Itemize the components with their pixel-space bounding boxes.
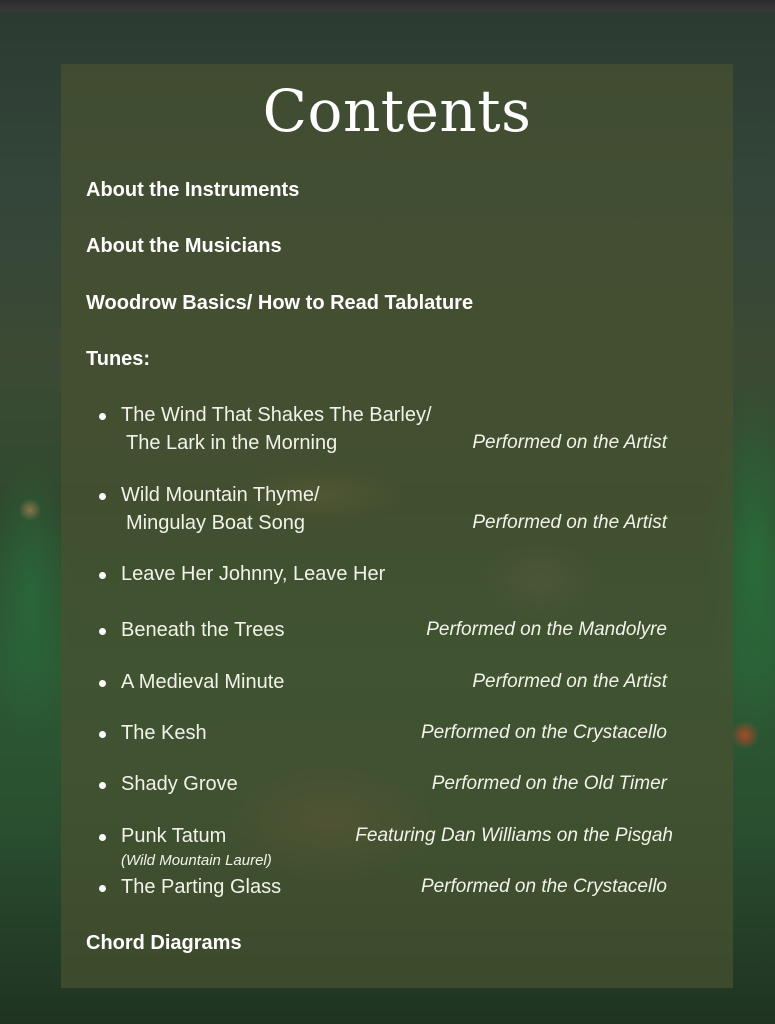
toc-woodrow-basics[interactable]: Woodrow Basics/ How to Read Tablature xyxy=(86,292,474,314)
tune-title[interactable]: The Parting Glass xyxy=(121,876,282,898)
tune-performer: Performed on the Mandolyre xyxy=(426,619,667,640)
bullet-icon xyxy=(99,413,106,420)
contents-panel xyxy=(61,64,733,988)
bullet-icon xyxy=(99,782,106,789)
bullet-icon xyxy=(99,572,106,579)
bullet-icon xyxy=(99,834,106,841)
tune-title[interactable]: A Medieval Minute xyxy=(121,671,285,693)
page-title: Contents xyxy=(262,77,532,145)
bullet-icon xyxy=(99,680,106,687)
tune-performer: Performed on the Crystacello xyxy=(420,876,667,897)
tune-title-line2[interactable]: Mingulay Boat Song xyxy=(126,512,306,534)
toc-about-instruments[interactable]: About the Instruments xyxy=(86,179,300,201)
bullet-icon xyxy=(99,731,106,738)
tune-title-line2[interactable]: The Lark in the Morning xyxy=(126,432,338,454)
bullet-icon xyxy=(99,885,106,892)
toc-tunes-heading: Tunes: xyxy=(86,348,151,370)
tune-performer: Performed on the Artist xyxy=(472,512,667,533)
tune-title[interactable]: The Wind That Shakes The Barley/ xyxy=(121,404,432,426)
tune-title[interactable]: The Kesh xyxy=(121,722,207,744)
tune-performer: Performed on the Old Timer xyxy=(431,773,667,794)
toc-about-musicians[interactable]: About the Musicians xyxy=(86,235,282,257)
tune-title[interactable]: Shady Grove xyxy=(121,773,238,795)
toc-chord-diagrams[interactable]: Chord Diagrams xyxy=(86,932,242,954)
tune-title[interactable]: Wild Mountain Thyme/ xyxy=(121,484,320,506)
tune-subtitle: (Wild Mountain Laurel) xyxy=(121,852,272,869)
tune-title[interactable]: Leave Her Johnny, Leave Her xyxy=(121,563,386,585)
tune-performer: Performed on the Crystacello xyxy=(420,722,667,743)
tune-performer: Performed on the Artist xyxy=(472,671,667,692)
tune-performer: Featuring Dan Williams on the Pisgah xyxy=(355,825,673,846)
bullet-icon xyxy=(99,628,106,635)
tune-title[interactable]: Beneath the Trees xyxy=(121,619,285,641)
tune-performer: Performed on the Artist xyxy=(472,432,667,453)
top-bar xyxy=(0,0,775,12)
tune-title[interactable]: Punk Tatum xyxy=(121,825,227,847)
bullet-icon xyxy=(99,493,106,500)
